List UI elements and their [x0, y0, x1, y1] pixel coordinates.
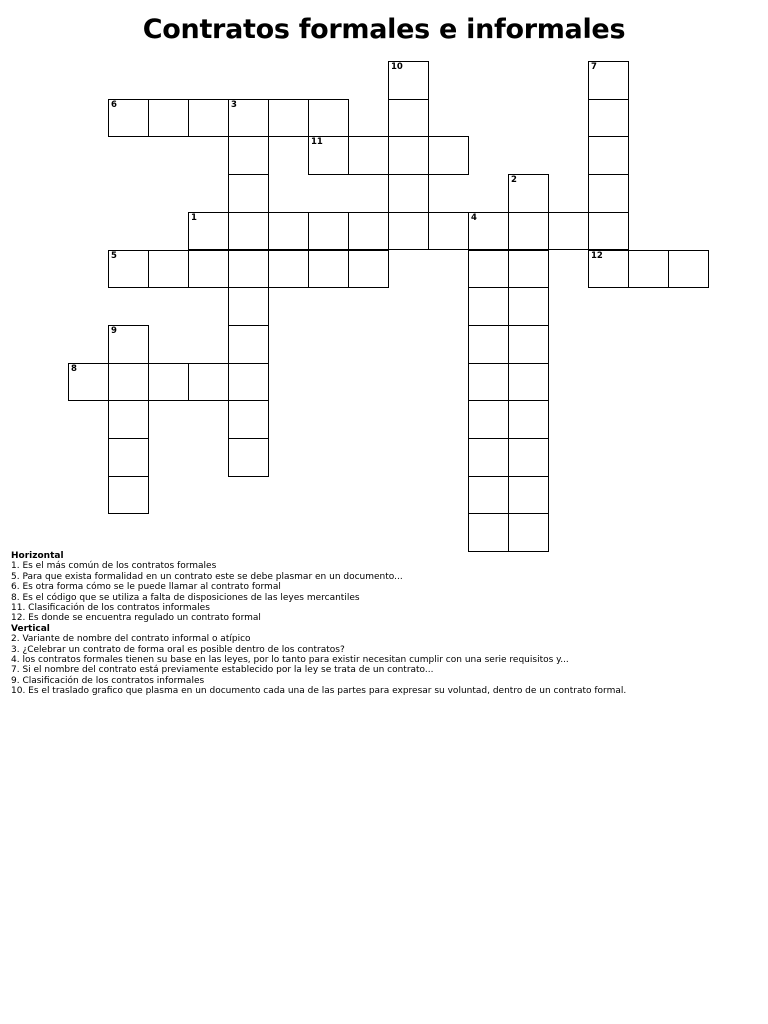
grid-cell[interactable]	[508, 438, 549, 477]
grid-cell[interactable]	[308, 136, 349, 175]
grid-cell[interactable]	[628, 250, 669, 289]
clue-number: 10	[391, 62, 403, 72]
grid-cell[interactable]	[468, 363, 509, 402]
grid-cell[interactable]	[468, 438, 509, 477]
grid-cell[interactable]	[668, 250, 709, 289]
clue-number: 12	[591, 250, 603, 261]
grid-cell[interactable]	[268, 250, 309, 289]
grid-cell[interactable]	[348, 250, 389, 289]
clue-horizontal-8: 8. Es el código que se utiliza a falta de disposiciones de las leyes mercantiles	[11, 592, 360, 603]
grid-cell[interactable]	[228, 438, 269, 477]
grid-cell[interactable]	[268, 99, 309, 138]
grid-cell[interactable]	[268, 212, 309, 251]
clue-vertical-9: 9. Clasificación de los contratos informales	[11, 675, 205, 686]
vertical-heading: Vertical	[11, 623, 50, 634]
clue-number: 3	[231, 99, 237, 110]
grid-cell[interactable]	[468, 287, 509, 326]
grid-cell[interactable]	[468, 325, 509, 364]
grid-cell[interactable]	[108, 476, 149, 515]
clue-horizontal-12: 12. Es donde se encuentra regulado un contrato formal	[11, 613, 261, 624]
grid-cell[interactable]	[588, 136, 629, 175]
grid-cell[interactable]	[228, 325, 269, 364]
horizontal-heading: Horizontal	[11, 551, 64, 561]
grid-cell[interactable]	[188, 99, 229, 138]
grid-cell[interactable]	[148, 99, 189, 138]
grid-cell[interactable]	[308, 250, 349, 289]
grid-cell[interactable]	[108, 250, 149, 289]
grid-cell[interactable]	[348, 136, 389, 175]
grid-cell[interactable]	[508, 212, 549, 251]
grid-cell[interactable]	[428, 136, 469, 175]
grid-cell[interactable]	[108, 363, 149, 402]
grid-cell[interactable]	[228, 136, 269, 175]
grid-cell[interactable]	[388, 212, 429, 251]
clue-horizontal-5: 5. Para que exista formalidad en un contrato este se debe plasmar en un documento...	[11, 571, 403, 582]
grid-cell[interactable]	[228, 363, 269, 402]
page-title: Contratos formales e informales	[142, 14, 626, 45]
grid-cell[interactable]	[388, 99, 429, 138]
grid-cell[interactable]	[468, 513, 509, 552]
grid-cell[interactable]	[108, 99, 149, 138]
grid-cell[interactable]	[228, 212, 269, 251]
clue-vertical-10: 10. Es el traslado grafico que plasma en un documento cada una de las partes para expresar su voluntad, dentro de un contrato formal.	[11, 686, 627, 697]
grid-cell[interactable]	[428, 212, 469, 251]
grid-cell[interactable]	[388, 136, 429, 175]
grid-cell[interactable]	[148, 363, 189, 402]
grid-cell[interactable]	[188, 363, 229, 402]
grid-cell[interactable]	[308, 99, 349, 138]
clue-vertical-2: 2. Variante de nombre del contrato informal o atípico	[11, 634, 251, 645]
grid-cell[interactable]	[468, 250, 509, 289]
clue-number: 9	[111, 325, 117, 336]
grid-cell[interactable]	[508, 363, 549, 402]
clue-horizontal-6: 6. Es otra forma cómo se le puede llamar al contrato formal	[11, 582, 281, 593]
grid-cell[interactable]	[108, 400, 149, 439]
grid-cell[interactable]	[588, 174, 629, 213]
grid-cell[interactable]	[228, 99, 269, 138]
grid-cell[interactable]	[188, 250, 229, 289]
clue-number: 2	[511, 175, 517, 186]
grid-cell[interactable]	[228, 400, 269, 439]
grid-cell[interactable]	[548, 212, 589, 251]
clue-vertical-7: 7. Si el nombre del contrato está previamente establecido por la ley se trata de un contrato...	[11, 665, 434, 676]
grid-cell[interactable]	[508, 287, 549, 326]
grid-cell[interactable]	[468, 400, 509, 439]
clue-number: 8	[71, 363, 77, 374]
grid-cell[interactable]	[228, 174, 269, 213]
grid-cell[interactable]	[588, 250, 629, 289]
grid-cell[interactable]	[228, 250, 269, 289]
grid-cell[interactable]	[468, 476, 509, 515]
grid-cell[interactable]	[348, 212, 389, 251]
clue-number: 5	[111, 250, 117, 261]
clue-number: 1	[191, 212, 197, 223]
clue-number: 7	[591, 62, 597, 72]
grid-cell[interactable]	[388, 174, 429, 213]
grid-cell[interactable]	[148, 250, 189, 289]
clue-horizontal-1: 1. Es el más común de los contratos formales	[11, 561, 217, 572]
grid-cell[interactable]	[508, 400, 549, 439]
grid-cell[interactable]	[588, 99, 629, 138]
clue-vertical-4: 4. los contratos formales tienen su base en las leyes, por lo tanto para existir necesitan cumplir con una serie requisitos y...	[11, 655, 569, 666]
grid-cell[interactable]	[508, 476, 549, 515]
grid-cell[interactable]	[588, 212, 629, 251]
clue-horizontal-11: 11. Clasificación de los contratos informales	[11, 603, 210, 614]
grid-cell[interactable]	[188, 212, 229, 251]
grid-cell[interactable]	[588, 61, 629, 100]
grid-cell[interactable]	[108, 438, 149, 477]
grid-cell[interactable]	[508, 250, 549, 289]
clue-number: 11	[311, 137, 323, 148]
grid-cell[interactable]	[508, 174, 549, 213]
grid-cell[interactable]	[108, 325, 149, 364]
clue-vertical-3: 3. ¿Celebrar un contrato de forma oral es posible dentro de los contratos?	[11, 644, 345, 655]
grid-cell[interactable]	[508, 325, 549, 364]
clue-number: 4	[471, 212, 477, 223]
clue-number: 6	[111, 99, 117, 110]
grid-cell[interactable]	[468, 212, 509, 251]
grid-cell[interactable]	[388, 61, 429, 100]
grid-cell[interactable]	[508, 513, 549, 552]
grid-cell[interactable]	[308, 212, 349, 251]
grid-cell[interactable]	[228, 287, 269, 326]
clues-section	[11, 551, 751, 697]
grid-cell[interactable]	[68, 363, 109, 402]
